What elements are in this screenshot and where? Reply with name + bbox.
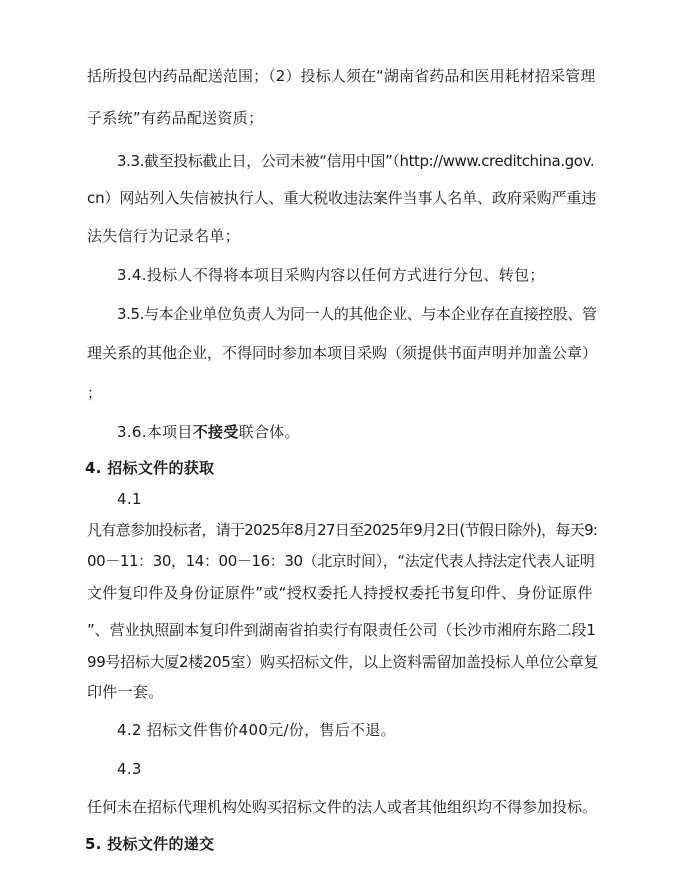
text-line: 凡有意参加投标者，请于2025年8月27日至2025年9月2日(节假日除外)，每天9: [87,521,598,539]
text-line: ； [87,384,103,402]
text-line: 任何未在招标代理机构处购买招标文件的法人或者其他组织均不得参加投标。 [87,798,598,816]
section-heading-5: 5. 投标文件的递交 [85,835,215,853]
text-line: 文件复印件及身份证原件”或“授权委托人持授权委托书复印件、身份证原件 [87,584,593,602]
clause-3-5: 3.5.与本企业单位负责人为同一人的其他企业、与本企业存在直接控股、管 [117,305,597,323]
text-line: cn）网站列入失信被执行人、重大税收违法案件当事人名单、政府采购严重违 [87,189,597,207]
text-line: 印件一套。 [87,683,164,701]
text-line: 00－11：30，14：00－16：30（北京时间），“法定代表人持法定代表人证明 [87,552,595,570]
clause-3-6-suffix: 联合体。 [238,423,300,441]
text-line: 子系统”有药品配送资质； [87,109,264,127]
text-line: ”、营业执照副本复印件到湖南省拍卖行有限责任公司（长沙市湘府东路二段1 [87,621,596,639]
clause-4-3-number: 4.3 [117,760,142,778]
text-line: 法失信行为记录名单； [87,227,241,245]
text-line: 99号招标大厦2楼205室）购买招标文件，以上资料需留加盖投标人单位公章复 [87,653,599,671]
clause-3-6 [117,422,300,442]
clause-3-3: 3.3.截至投标截止日，公司未被“信用中国”（http://www.creditchina.gov. [117,152,595,170]
clause-3-4: 3.4.投标人不得将本项目采购内容以任何方式进行分包、转包； [117,266,545,284]
text-line: 理关系的其他企业，不得同时参加本项目采购（须提供书面声明并加盖公章） [87,344,598,362]
clause-3-6-bold: 不接受 [192,423,239,441]
clause-4-2: 4.2 招标文件售价400元/份，售后不退。 [117,721,396,739]
clause-4-1-number: 4.1 [117,490,142,508]
text-line: 括所投包内药品配送范围；（2）投标人须在“湖南省药品和医用耗材招采管理 [87,67,596,85]
clause-3-6-prefix: 3.6.本项目 [117,423,193,441]
section-heading-4: 4. 招标文件的获取 [85,459,215,477]
